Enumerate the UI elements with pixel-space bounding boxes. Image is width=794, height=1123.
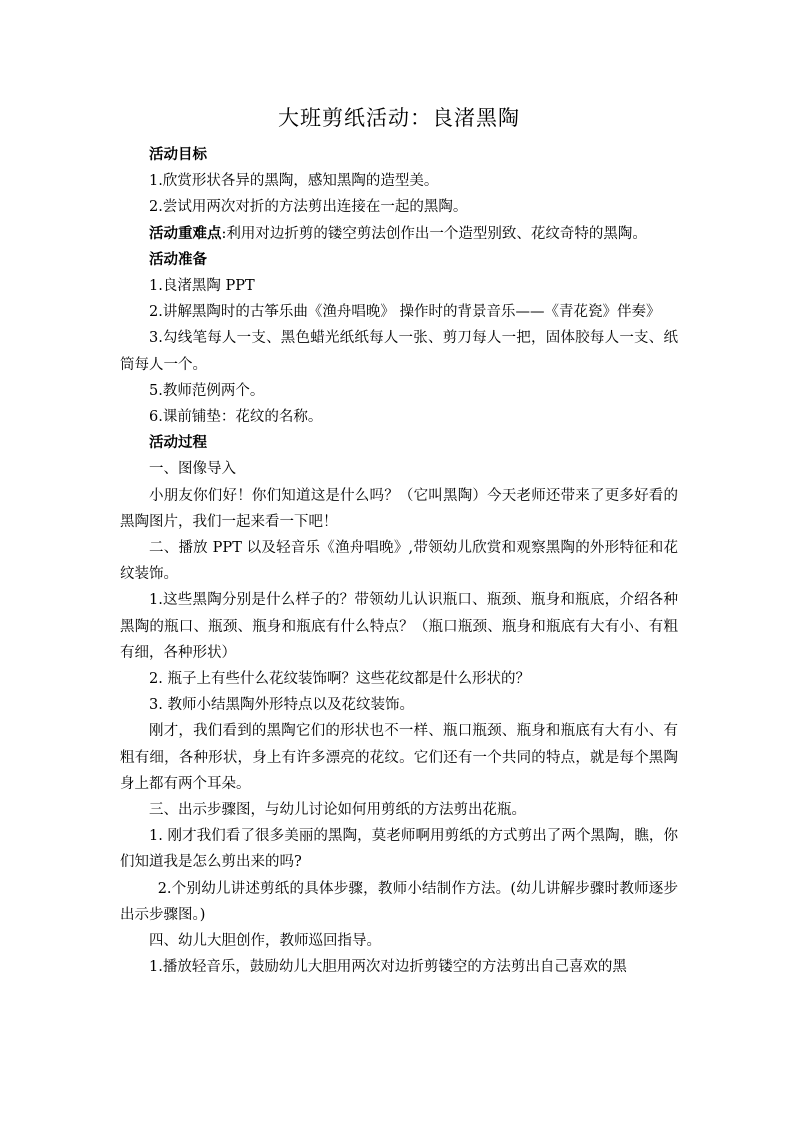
prep-item: 2.讲解黑陶时的古筝乐曲《渔舟唱晚》 操作时的背景音乐——《青花瓷》伴奏》 — [149, 304, 661, 321]
document-body — [120, 104, 678, 981]
step-title: 三、出示步骤图，与幼儿讨论如何用剪纸的方法剪出花瓶。 — [149, 802, 526, 819]
step-paragraph: 1. 刚才我们看了很多美丽的黑陶，莫老师啊用剪纸的方式剪出了两个黑陶，瞧，你们知道我是怎么剪出来的吗? — [120, 828, 678, 871]
goal-item: 2.尝试用两次对折的方法剪出连接在一起的黑陶。 — [149, 199, 468, 216]
prep-item: 1.良渚黑陶 PPT — [149, 278, 255, 295]
key-points-text: :利用对边折剪的镂空剪法创作出一个造型别致、花纹奇特的黑陶。 — [221, 225, 647, 242]
prep-item: 6.课前铺垫：花纹的名称。 — [149, 409, 323, 426]
prep-item: 3.勾线笔每人一支、黑色蜡光纸纸每人一张、剪刀每人一把，固体胶每人一支、纸筒每人一个。 — [120, 330, 678, 373]
step-paragraph: 3. 教师小结黑陶外形特点以及花纹装饰。 — [149, 697, 414, 714]
goal-item: 1.欣赏形状各异的黑陶，感知黑陶的造型美。 — [149, 173, 439, 190]
prep-heading: 活动准备 — [149, 251, 207, 268]
key-points-paragraph — [120, 221, 678, 247]
process-heading: 活动过程 — [149, 435, 207, 452]
step-title: 四、幼儿大胆创作，教师巡回指导。 — [149, 933, 381, 950]
step-paragraph: 2. 瓶子上有些什么花纹装饰啊？这些花纹都是什么形状的？ — [149, 671, 530, 688]
step-paragraph: 2.个别幼儿讲述剪纸的具体步骤，教师小结制作方法。(幼儿讲解步骤时教师逐步出示步骤图。) — [120, 880, 678, 923]
prep-item: 5.教师范例两个。 — [149, 382, 265, 399]
document-title: 大班剪纸活动：良渚黑陶 — [278, 106, 520, 130]
step-paragraph: 小朋友你们好！你们知道这是什么吗？（它叫黑陶）今天老师还带来了更多好看的黑陶图片，我们一起来看一下吧！ — [120, 487, 678, 530]
step-paragraph: 1.这些黑陶分别是什么样子的？带领幼儿认识瓶口、瓶颈、瓶身和瓶底，介绍各种黑陶的瓶口、瓶颈、瓶身和瓶底有什么特点？（瓶口瓶颈、瓶身和瓶底有大有小、有粗有细，各种形状） — [120, 592, 678, 661]
step-paragraph: 1.播放轻音乐，鼓励幼儿大胆用两次对边折剪镂空的方法剪出自己喜欢的黑 — [149, 959, 627, 976]
step-title: 二、播放 PPT 以及轻音乐《渔舟唱晚》,带领幼儿欣赏和观察黑陶的外形特征和花纹装饰。 — [120, 540, 678, 583]
step-paragraph: 刚才，我们看到的黑陶它们的形状也不一样、瓶口瓶颈、瓶身和瓶底有大有小、有粗有细，各种形状，身上有许多漂亮的花纹。它们还有一个共同的特点，就是每个黑陶身上都有两个耳朵。 — [120, 723, 678, 792]
key-points-label: 活动重难点 — [149, 225, 222, 242]
step-title: 一、图像导入 — [149, 461, 236, 478]
goals-heading: 活动目标 — [149, 147, 207, 163]
